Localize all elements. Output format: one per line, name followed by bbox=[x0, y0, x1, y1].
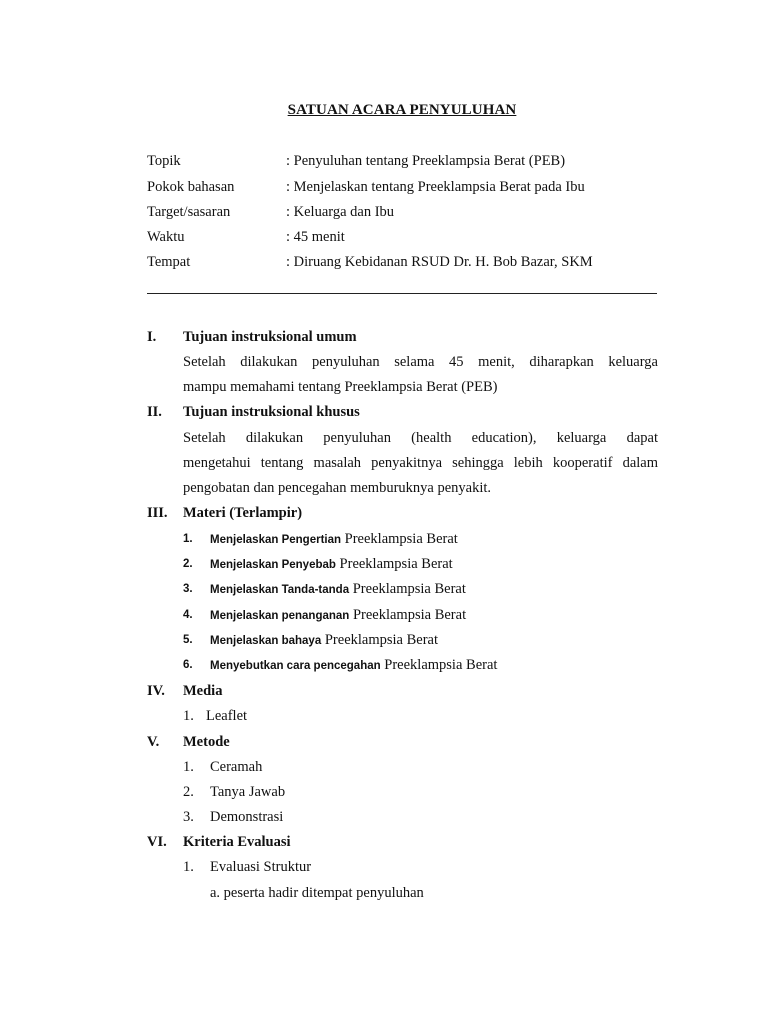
list-number: 3. bbox=[183, 583, 193, 595]
materi-item-lead: Menjelaskan Tanda-tanda bbox=[210, 584, 350, 596]
list-number: 2. bbox=[183, 784, 194, 800]
materi-item-tail: Preeklampsia Berat bbox=[349, 607, 467, 623]
section-number: VI. bbox=[147, 834, 167, 850]
info-label: Waktu bbox=[147, 229, 185, 245]
section-number: III. bbox=[147, 505, 168, 521]
materi-item-lead: Menjelaskan Penyebab bbox=[210, 559, 336, 571]
section-title-media: Media bbox=[183, 683, 223, 699]
paragraph-line: Setelah dilakukan penyuluhan selama 45 menit, diharapkan keluarga bbox=[183, 354, 658, 370]
materi-item bbox=[210, 657, 497, 674]
info-value: : 45 menit bbox=[286, 229, 345, 245]
section-number: IV. bbox=[147, 683, 165, 699]
list-number: 6. bbox=[183, 659, 193, 671]
materi-item-lead: Menyebutkan cara pencegahan bbox=[210, 660, 381, 672]
document-title: SATUAN ACARA PENYULUHAN bbox=[287, 102, 517, 118]
section-number: I. bbox=[147, 329, 157, 345]
materi-item-tail: Preeklampsia Berat bbox=[335, 556, 453, 572]
materi-item-tail: Preeklampsia Berat bbox=[380, 657, 498, 673]
paragraph-line: pengobatan dan pencegahan memburuknya penyakit. bbox=[183, 480, 492, 496]
paragraph-line: mampu memahami tentang Preeklampsia Berat (PEB) bbox=[183, 379, 498, 395]
section-title-tujuan-umum: Tujuan instruksional umum bbox=[183, 329, 357, 345]
materi-item-lead: Menjelaskan bahaya bbox=[210, 635, 322, 647]
list-number: 1. bbox=[183, 759, 194, 775]
info-value: : Menjelaskan tentang Preeklampsia Berat pada Ibu bbox=[286, 179, 585, 195]
list-item: Leaflet bbox=[206, 708, 248, 724]
materi-item bbox=[210, 581, 466, 598]
section-number: II. bbox=[147, 404, 162, 420]
info-value: : Penyuluhan tentang Preeklampsia Berat (PEB) bbox=[286, 153, 566, 169]
list-number: 5. bbox=[183, 634, 193, 646]
info-label: Target/sasaran bbox=[147, 204, 231, 220]
info-value: : Keluarga dan Ibu bbox=[286, 204, 395, 220]
section-number: V. bbox=[147, 734, 160, 750]
materi-item-lead: Menjelaskan Pengertian bbox=[210, 534, 342, 546]
list-number: 2. bbox=[183, 558, 193, 570]
section-title-materi: Materi (Terlampir) bbox=[183, 505, 303, 521]
sub-list-item: a. peserta hadir ditempat penyuluhan bbox=[210, 885, 424, 901]
section-title-kriteria-evaluasi: Kriteria Evaluasi bbox=[183, 834, 291, 850]
list-item: Ceramah bbox=[210, 759, 263, 775]
list-number: 3. bbox=[183, 809, 194, 825]
list-item: Evaluasi Struktur bbox=[210, 859, 312, 875]
paragraph-line: Setelah dilakukan penyuluhan (health education), keluarga dapat bbox=[183, 430, 658, 446]
materi-item bbox=[210, 632, 438, 649]
info-label: Pokok bahasan bbox=[147, 179, 235, 195]
info-label: Topik bbox=[147, 153, 181, 169]
paragraph-line: mengetahui tentang masalah penyakitnya sehingga lebih kooperatif dalam bbox=[183, 455, 658, 471]
materi-item-lead: Menjelaskan penanganan bbox=[210, 610, 350, 622]
list-number: 4. bbox=[183, 609, 193, 621]
list-number: 1. bbox=[183, 859, 194, 875]
list-number: 1. bbox=[183, 708, 194, 724]
materi-item bbox=[210, 607, 466, 624]
materi-item-tail: Preeklampsia Berat bbox=[349, 581, 466, 597]
list-number: 1. bbox=[183, 533, 193, 545]
section-title-metode: Metode bbox=[183, 734, 230, 750]
info-value: : Diruang Kebidanan RSUD Dr. H. Bob Bazar, SKM bbox=[286, 254, 593, 270]
info-label: Tempat bbox=[147, 254, 191, 270]
list-item: Demonstrasi bbox=[210, 809, 284, 825]
materi-item bbox=[210, 531, 458, 548]
materi-item-tail: Preeklampsia Berat bbox=[341, 531, 458, 547]
materi-item bbox=[210, 556, 453, 573]
horizontal-rule bbox=[147, 293, 657, 294]
list-item: Tanya Jawab bbox=[210, 784, 286, 800]
materi-item-tail: Preeklampsia Berat bbox=[321, 632, 438, 648]
section-title-tujuan-khusus: Tujuan instruksional khusus bbox=[183, 404, 360, 420]
